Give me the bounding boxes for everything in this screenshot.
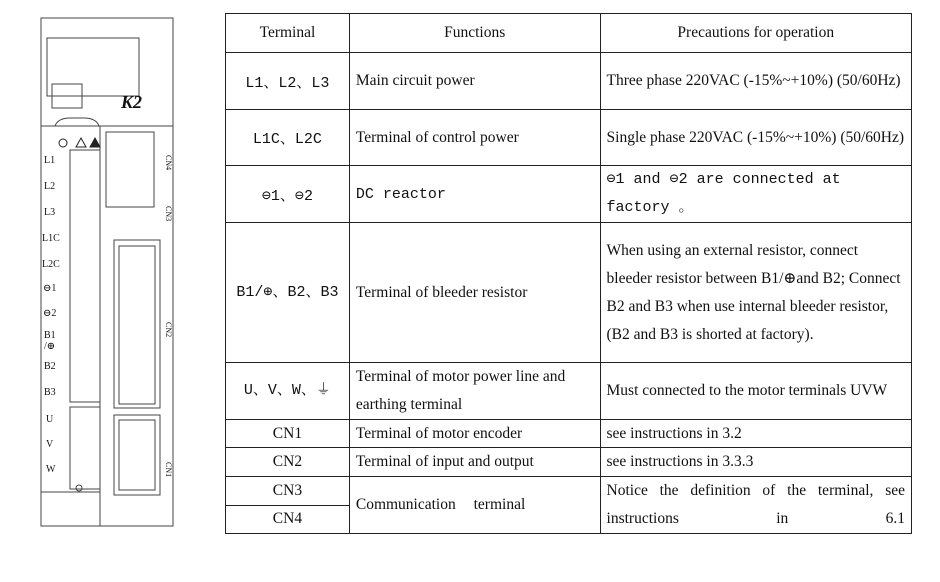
side-label-u: U — [46, 414, 54, 425]
cell-terminal: L1C、L2C — [226, 110, 350, 166]
cn2-label: CN2 — [164, 322, 173, 338]
side-label-l3: L3 — [44, 207, 56, 218]
table-row — [226, 110, 912, 166]
side-label-v: V — [46, 439, 54, 450]
side-label-b2: B2 — [44, 361, 56, 372]
motor-terminal-block — [70, 407, 100, 489]
cell-terminal: CN1 — [226, 420, 350, 448]
cell-precaution: Notice the definition of the terminal, see instructions in 6.1 — [600, 477, 911, 534]
high-voltage-icon — [90, 138, 100, 147]
cn2-connector — [119, 246, 155, 404]
table-row — [226, 166, 912, 223]
header-functions: Functions — [349, 14, 600, 53]
table-row — [226, 477, 912, 506]
cn3-label: CN3 — [164, 206, 173, 222]
cell-function: Terminal of bleeder resistor — [349, 223, 600, 363]
cell-terminal: CN4 — [226, 505, 350, 534]
table-row — [226, 448, 912, 477]
side-label-l2c: L2C — [42, 259, 60, 270]
cell-function: Terminal of input and output — [349, 448, 600, 477]
cell-precaution: Must connected to the motor terminals UVW — [600, 363, 911, 420]
cn4-connector — [106, 132, 154, 207]
power-terminal-block — [70, 150, 100, 402]
cell-function: Main circuit power — [349, 53, 600, 110]
table-row — [226, 223, 912, 363]
header-precautions: Precautions for operation — [600, 14, 911, 53]
side-label-b1: B1 /⊕ — [44, 330, 56, 352]
servo-drive-drawing — [0, 0, 200, 577]
cell-precaution: see instructions in 3.2 — [600, 420, 911, 448]
cn2-connector-outer — [114, 240, 160, 408]
drive-body — [41, 18, 173, 526]
cn1-label: CN1 — [164, 462, 173, 478]
cn1-connector — [119, 420, 155, 490]
warning-icons — [59, 138, 100, 147]
cell-precaution: see instructions in 3.3.3 — [600, 448, 911, 477]
side-label-l1c: L1C — [42, 233, 60, 244]
cell-precaution: Single phase 220VAC (-15%~+10%) (50/60Hz) — [600, 110, 911, 166]
side-label-l2: L2 — [44, 181, 56, 192]
side-label-reactor-2: ⊖2 — [43, 308, 57, 319]
cn1-connector-outer — [114, 415, 160, 495]
cell-terminal: B1/⊕、B2、B3 — [226, 223, 350, 363]
cell-terminal: ⊖1、⊖2 — [226, 166, 350, 223]
drive-outline — [0, 0, 200, 577]
cell-function: DC reactor — [349, 166, 600, 223]
display-window — [47, 38, 139, 96]
table-row — [226, 420, 912, 448]
cell-function: Terminal of motor encoder — [349, 420, 600, 448]
terminal-table — [225, 13, 912, 534]
warning-triangle-icon — [76, 138, 86, 147]
cell-terminal: U、V、W、⏚ — [226, 363, 350, 420]
cell-terminal: CN2 — [226, 448, 350, 477]
table-row — [226, 53, 912, 110]
side-label-w: W — [46, 464, 56, 475]
drive-model-label: K2 — [121, 92, 143, 112]
side-label-reactor-1: ⊖1 — [43, 283, 57, 294]
cell-precaution: When using an external resistor, connect bleeder resistor between B1/⊕and B2; Connect B2 and B3 when use internal bleeder resistor, (B2 and B3 is shorted at factory). — [600, 223, 911, 363]
circle-symbol-icon — [59, 139, 67, 147]
cell-precaution: Three phase 220VAC (-15%~+10%) (50/60Hz) — [600, 53, 911, 110]
cell-function: Terminal of motor power line and earthing terminal — [349, 363, 600, 420]
cell-precaution: ⊖1 and ⊖2 are connected at factory 。 — [600, 166, 911, 223]
header-terminal: Terminal — [226, 14, 350, 53]
table-row — [226, 363, 912, 420]
side-label-b3: B3 — [44, 387, 56, 398]
cn4-label: CN4 — [164, 155, 173, 171]
cell-terminal: L1、L2、L3 — [226, 53, 350, 110]
table-header-row — [226, 14, 912, 53]
cell-function: Terminal of control power — [349, 110, 600, 166]
cell-function: Communication terminal — [349, 477, 600, 534]
side-label-l1: L1 — [44, 155, 56, 166]
cell-terminal: CN3 — [226, 477, 350, 506]
